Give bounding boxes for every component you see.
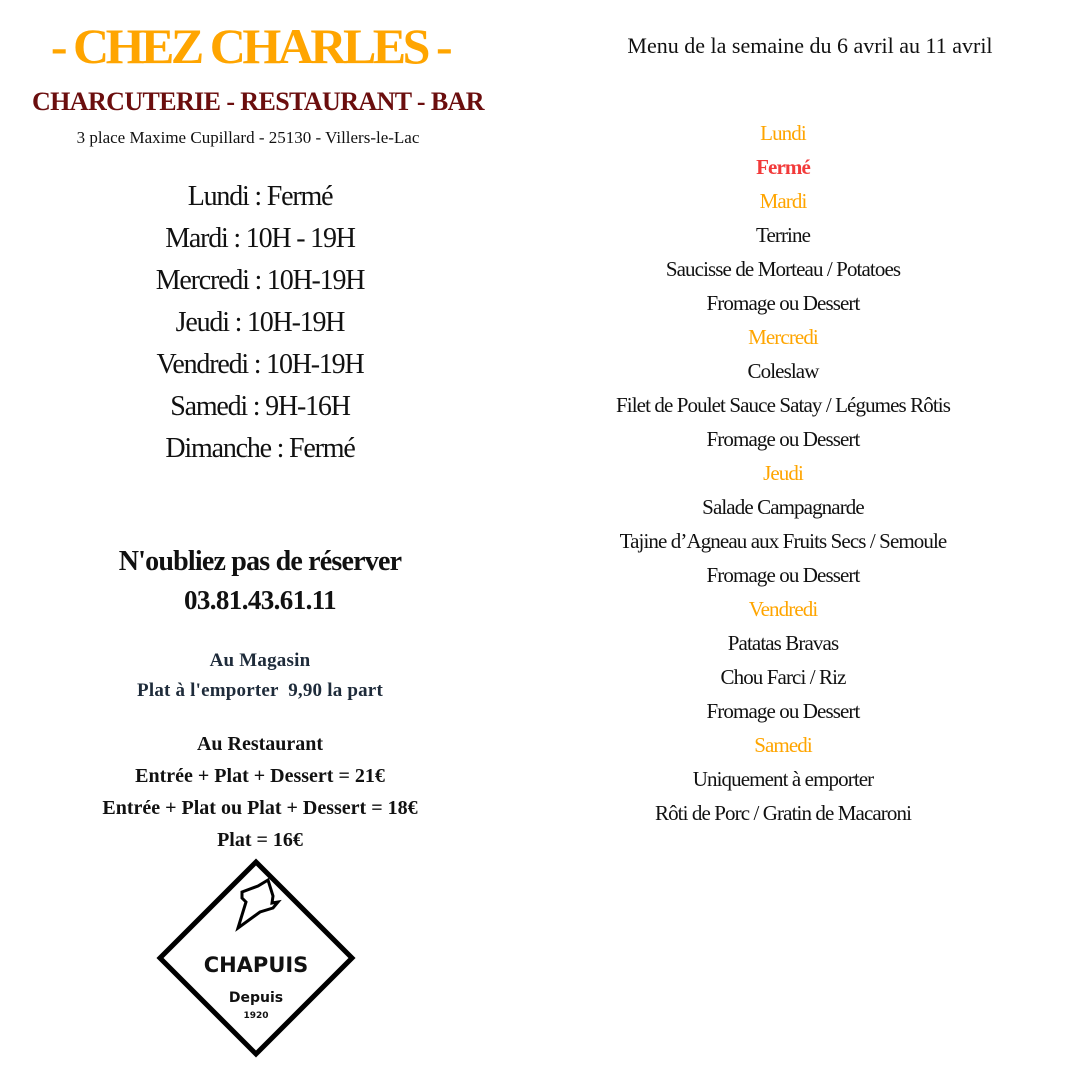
menu-dish: Fromage ou Dessert <box>706 427 860 451</box>
hours-row-thursday: Jeudi : 10H-19H <box>175 307 345 338</box>
hours-row-sunday: Dimanche : Fermé <box>165 433 355 464</box>
brand-subtitle: CHARCUTERIE - RESTAURANT - BAR <box>32 87 484 116</box>
hours-row-saturday: Samedi : 9H-16H <box>170 391 350 422</box>
brand-title: - CHEZ CHARLES - <box>50 18 450 74</box>
menu-dish: Filet de Poulet Sauce Satay / Légumes Rôtis <box>616 393 950 417</box>
hours-row-tuesday: Mardi : 10H - 19H <box>165 223 355 254</box>
restaurant-block <box>20 728 500 856</box>
restaurant-price-main: Plat = 16€ <box>217 829 303 851</box>
menu-dish: Salade Campagnarde <box>702 495 864 519</box>
shop-block <box>40 646 480 706</box>
restaurant-price-full: Entrée + Plat + Dessert = 21€ <box>135 765 385 787</box>
menu-day-thursday: Jeudi <box>763 461 803 485</box>
menu-dish: Fromage ou Dessert <box>706 699 860 723</box>
menu-dish: Terrine <box>755 223 811 247</box>
menu-dish: Tajine d’Agneau aux Fruits Secs / Semoule <box>619 529 947 553</box>
logo-name: CHAPUIS <box>203 953 309 977</box>
diamond-logo-icon <box>156 858 356 1058</box>
restaurant-price-two-course: Entrée + Plat ou Plat + Dessert = 18€ <box>102 797 418 819</box>
menu-day-wednesday: Mercredi <box>748 325 818 349</box>
shop-title: Au Magasin <box>209 650 311 671</box>
menu-dish: Uniquement à emporter <box>692 767 874 791</box>
menu-dish: Patatas Bravas <box>727 631 839 655</box>
menu-day-friday: Vendredi <box>748 597 818 621</box>
menu-dish: Fromage ou Dessert <box>706 291 860 315</box>
opening-hours <box>60 176 460 470</box>
menu-dish: Rôti de Porc / Gratin de Macaroni <box>654 801 912 825</box>
hours-row-monday: Lundi : Fermé <box>187 181 333 212</box>
chapuis-logo <box>156 858 356 1058</box>
address: 3 place Maxime Cupillard - 25130 - Villers-le-Lac <box>76 128 420 147</box>
menu-dish: Coleslaw <box>747 359 819 383</box>
restaurant-title: Au Restaurant <box>196 733 324 755</box>
menu-dish: Fromage ou Dessert <box>706 563 860 587</box>
reservation-phone: 03.81.43.61.11 <box>183 585 337 615</box>
reservation-block <box>40 544 480 620</box>
menu-day-monday: Lundi <box>760 121 806 145</box>
menu-day-saturday: Samedi <box>754 733 812 757</box>
logo-since-label: Depuis <box>228 990 284 1006</box>
logo-year: 1920 <box>243 1011 269 1021</box>
reservation-title: N'oubliez pas de réserver <box>118 546 402 577</box>
weekly-menu-title: Menu de la semaine du 6 avril au 11 avril <box>627 33 993 58</box>
menu-day-tuesday: Mardi <box>759 189 807 213</box>
hours-row-friday: Vendredi : 10H-19H <box>156 349 364 380</box>
hours-row-wednesday: Mercredi : 10H-19H <box>155 265 365 296</box>
menu-dish: Saucisse de Morteau / Potatoes <box>665 257 901 281</box>
menu-dish: Chou Farci / Riz <box>720 665 846 689</box>
menu-closed-label: Fermé <box>756 155 810 179</box>
weekly-menu <box>560 116 1006 830</box>
shop-offer: Plat à l'emporter 9,90 la part <box>137 680 383 701</box>
